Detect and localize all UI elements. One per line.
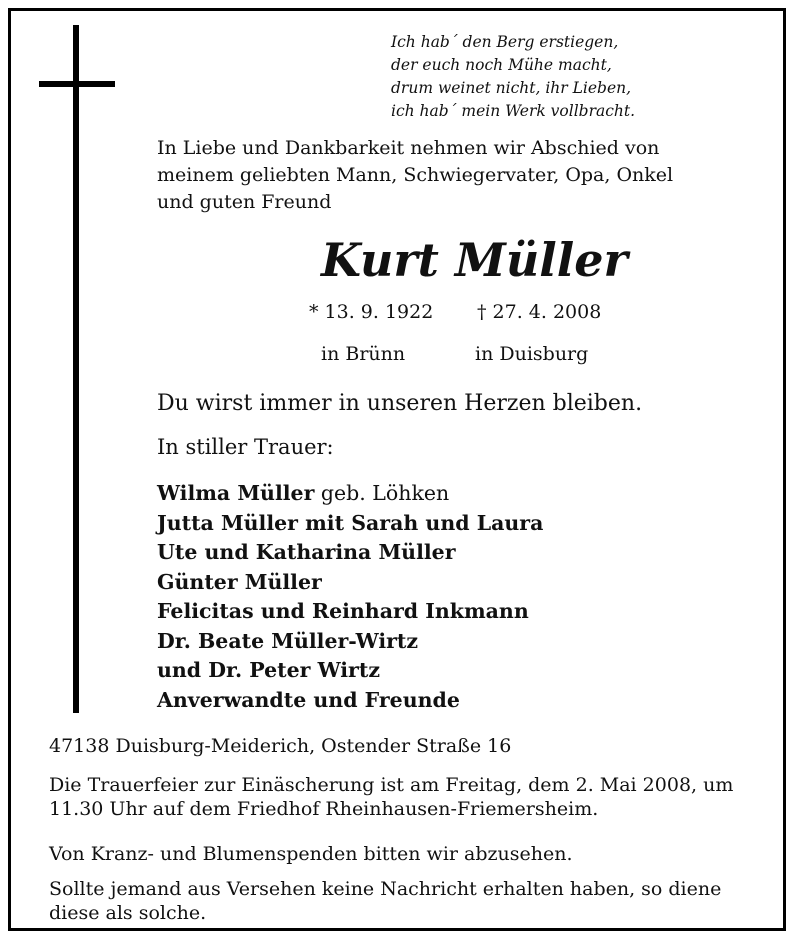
intro-text bbox=[157, 135, 673, 216]
service-info bbox=[49, 773, 733, 821]
service-line: Die Trauerfeier zur Einäscherung ist am Freitag, dem 2. Mai 2008, um bbox=[49, 774, 734, 796]
intro-line: und guten Freund bbox=[157, 191, 332, 213]
death-place: in Duisburg bbox=[475, 343, 589, 365]
deceased-name: Kurt Müller bbox=[321, 233, 628, 287]
family-list bbox=[157, 479, 543, 715]
apology-note bbox=[49, 877, 721, 925]
family-member: Ute und Katharina Müller bbox=[157, 540, 456, 564]
family-member: Günter Müller bbox=[157, 569, 322, 594]
family-member: Dr. Beate Müller-Wirtz bbox=[157, 628, 419, 653]
closing-line: Du wirst immer in unseren Herzen bleiben. bbox=[157, 391, 643, 416]
poem bbox=[391, 31, 635, 123]
poem-line: der euch noch Mühe macht, bbox=[391, 56, 612, 74]
cross-icon-bar bbox=[39, 81, 115, 87]
apology-line: diese als solche. bbox=[49, 902, 207, 924]
poem-line: ich hab´ mein Werk vollbracht. bbox=[391, 102, 636, 120]
family-member bbox=[157, 479, 543, 509]
family-member: Jutta Müller mit Sarah und Laura bbox=[157, 510, 544, 535]
birth-place: in Brünn bbox=[321, 343, 406, 365]
family-member: Felicitas und Reinhard Inkmann bbox=[157, 599, 529, 623]
maiden-name: geb. Löhken bbox=[314, 481, 450, 505]
family-member: und Dr. Peter Wirtz bbox=[157, 658, 380, 682]
apology-line: Sollte jemand aus Versehen keine Nachricht erhalten haben, so diene bbox=[49, 878, 722, 900]
poem-line: Ich hab´ den Berg erstiegen, bbox=[391, 33, 619, 51]
address: 47138 Duisburg-Meiderich, Ostender Straße 16 bbox=[49, 735, 512, 757]
family-member-name: Wilma Müller bbox=[157, 481, 315, 505]
death-date: † 27. 4. 2008 bbox=[477, 301, 602, 323]
poem-line: drum weinet nicht, ihr Lieben, bbox=[391, 79, 632, 97]
intro-line: In Liebe und Dankbarkeit nehmen wir Abschied von bbox=[157, 137, 660, 159]
no-flowers-note: Von Kranz- und Blumenspenden bitten wir abzusehen. bbox=[49, 843, 573, 865]
family-member: Anverwandte und Freunde bbox=[157, 687, 460, 712]
obituary-notice bbox=[8, 8, 786, 931]
service-line: 11.30 Uhr auf dem Friedhof Rheinhausen-Friemersheim. bbox=[49, 798, 599, 820]
cross-icon bbox=[73, 25, 79, 713]
intro-line: meinem geliebten Mann, Schwiegervater, Opa, Onkel bbox=[157, 164, 674, 186]
birth-date: * 13. 9. 1922 bbox=[309, 301, 434, 323]
mourning-label: In stiller Trauer: bbox=[157, 435, 334, 459]
